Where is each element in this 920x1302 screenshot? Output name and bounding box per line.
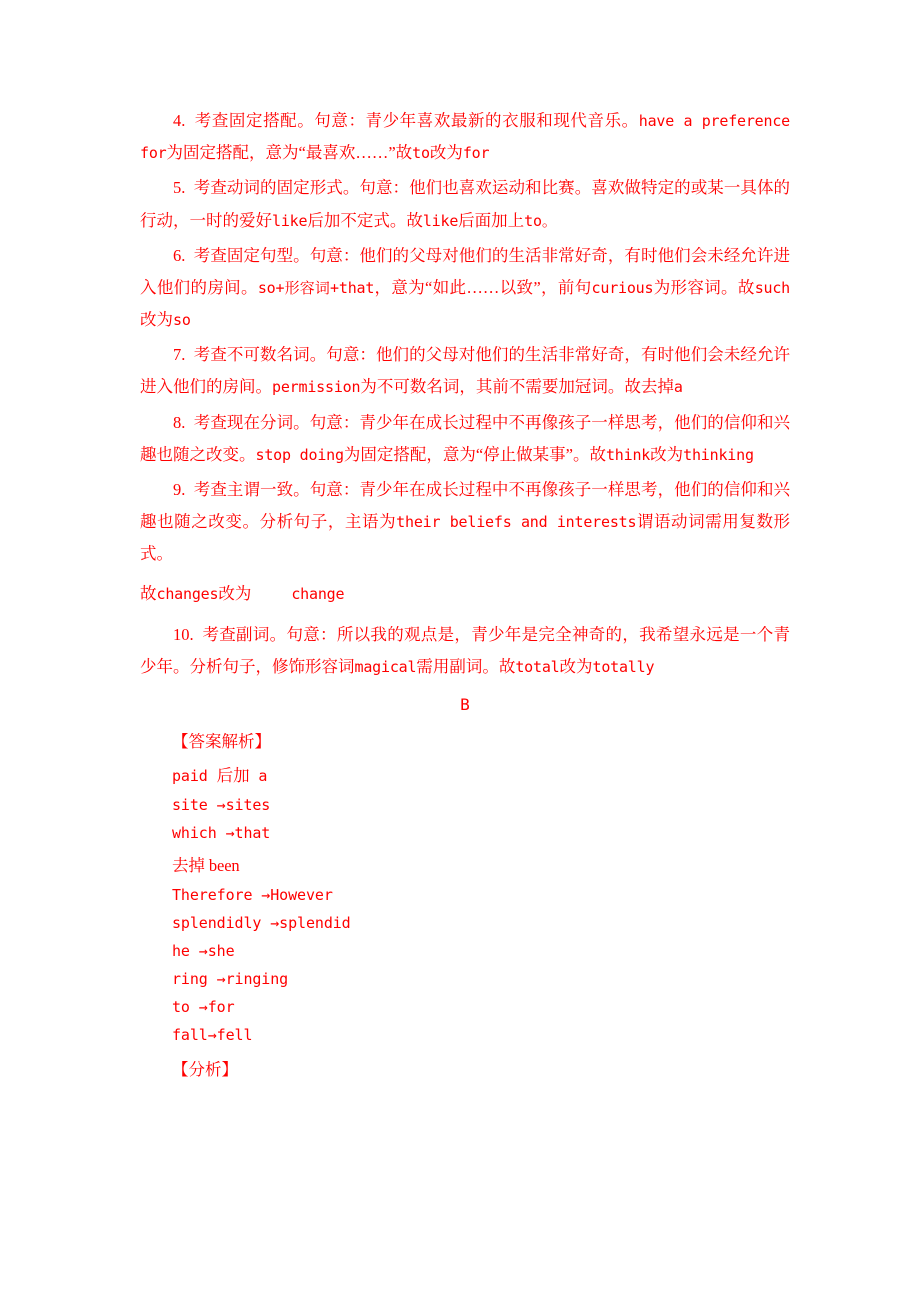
answer-text: paid bbox=[172, 767, 208, 786]
item-text-2: ，意为“如此……以致”，前句 bbox=[374, 277, 592, 297]
item-number: 10. bbox=[173, 624, 194, 644]
answer-line-2: site →sites bbox=[172, 796, 271, 815]
item-term-2: to bbox=[412, 144, 430, 163]
item-text-2: 为不可数名词，其前不需要加冠词。故去掉 bbox=[360, 377, 674, 397]
item-term-1: stop doing bbox=[255, 445, 344, 464]
answer-line-9: to →for bbox=[172, 998, 235, 1017]
item-term-1: permission bbox=[272, 378, 361, 397]
item-term-3: totally bbox=[592, 657, 655, 676]
item-term-1: their beliefs and interests bbox=[396, 513, 637, 532]
answer-analysis-heading: 【答案解析】 bbox=[172, 732, 271, 752]
item-number: 4. bbox=[173, 111, 186, 130]
explanation-item-10 bbox=[140, 619, 790, 683]
analysis-heading: 【分析】 bbox=[172, 1060, 238, 1080]
explanation-item-9-tail bbox=[140, 578, 790, 610]
item-term-2: like bbox=[422, 211, 459, 230]
item-term-1: have a preference for bbox=[140, 112, 791, 163]
tail-cn-1: 故 bbox=[140, 584, 157, 604]
item-term-1: like bbox=[272, 211, 308, 230]
item-term-1: so+形容词+that bbox=[257, 278, 375, 297]
item-text-3: 后面加上 bbox=[458, 210, 525, 230]
section-label-b: B bbox=[460, 694, 470, 714]
explanation-item-7 bbox=[140, 339, 790, 403]
item-text: 考查现在分词。句意：青少年在成长过程中不再像孩子一样思考，他们的信仰和兴趣也随之改变。 bbox=[140, 412, 791, 464]
answer-line-3: which →that bbox=[172, 824, 271, 843]
item-term-2: a bbox=[673, 378, 683, 397]
item-number: 6. bbox=[173, 245, 186, 265]
item-number: 7. bbox=[173, 345, 186, 365]
item-text-2: 需用副词。故 bbox=[416, 656, 516, 676]
item-number: 8. bbox=[173, 412, 186, 432]
item-term-4: so bbox=[173, 311, 191, 330]
item-text: 考查固定搭配。句意：青少年喜欢最新的衣服和现代音乐。 bbox=[194, 111, 639, 130]
item-term-3: thinking bbox=[683, 445, 754, 464]
answer-cn: 后加 bbox=[216, 766, 250, 786]
item-number: 9. bbox=[173, 479, 186, 499]
tail-cn-2: 改为 bbox=[218, 584, 252, 604]
item-text: 考查固定句型。句意：他们的父母对他们的生活非常好奇，有时他们会未经允许进入他们的房间。 bbox=[140, 245, 791, 297]
item-text-3: 改为 bbox=[429, 143, 463, 163]
answer-line-4 bbox=[140, 852, 790, 876]
answer-line-7: he →she bbox=[172, 942, 235, 961]
item-term-3: for bbox=[462, 144, 490, 163]
explanation-item-8 bbox=[140, 407, 790, 471]
item-text-3: 改为 bbox=[650, 444, 684, 464]
answer-line-5: Therefore →However bbox=[172, 886, 333, 905]
answer-line-10: fall→fell bbox=[172, 1026, 253, 1045]
answer-line-8: ring →ringing bbox=[172, 970, 289, 989]
item-term-1: magical bbox=[354, 657, 417, 676]
explanation-item-4 bbox=[140, 105, 790, 169]
item-term-2: think bbox=[605, 445, 651, 464]
tail-term-1: changes bbox=[156, 585, 219, 604]
item-text: 考查不可数名词。句意：他们的父母对他们的生活非常好奇，有时他们会未经允许进入他们的房间。 bbox=[140, 345, 791, 397]
item-text: 考查动词的固定形式。句意：他们也喜欢运动和比赛。喜欢做特定的或某一具体的行动，一时的爱好 bbox=[140, 178, 791, 230]
item-term-3: to。 bbox=[524, 211, 557, 230]
item-text: 考查副词。句意：所以我的观点是，青少年是完全神奇的，我希望永远是一个青少年。分析句子，修饰形容词 bbox=[140, 624, 791, 676]
answer-text-2: a bbox=[258, 767, 268, 786]
answer-line-6: splendidly →splendid bbox=[172, 914, 351, 933]
item-text-4: 改为 bbox=[140, 310, 173, 330]
explanation-item-6 bbox=[140, 240, 790, 337]
answer-text: 去掉 been bbox=[172, 856, 240, 876]
item-text-2: 谓语动词需用复数形式。 bbox=[140, 512, 791, 564]
item-text-2: 为固定搭配，意为“停止做某事”。故 bbox=[343, 444, 606, 464]
tail-term-2: change bbox=[291, 585, 345, 604]
item-term-3: such bbox=[754, 278, 791, 297]
explanation-item-9 bbox=[140, 474, 790, 571]
item-text: 考查主谓一致。句意：青少年在成长过程中不再像孩子一样思考，他们的信仰和兴趣也随之改变。分析句子，主语为 bbox=[140, 479, 791, 532]
item-term-2: total bbox=[515, 657, 560, 676]
explanation-item-5 bbox=[140, 172, 790, 236]
document-content bbox=[140, 105, 790, 1090]
item-text-2: 为固定搭配，意为“最喜欢……”故 bbox=[166, 143, 413, 163]
item-number: 5. bbox=[173, 178, 186, 198]
item-term-2: curious bbox=[591, 278, 654, 297]
item-text-3: 为形容词。故 bbox=[653, 277, 755, 297]
item-text-3: 改为 bbox=[559, 656, 593, 676]
item-text-2: 后加不定式。故 bbox=[307, 210, 423, 230]
answer-line-1 bbox=[140, 762, 790, 786]
